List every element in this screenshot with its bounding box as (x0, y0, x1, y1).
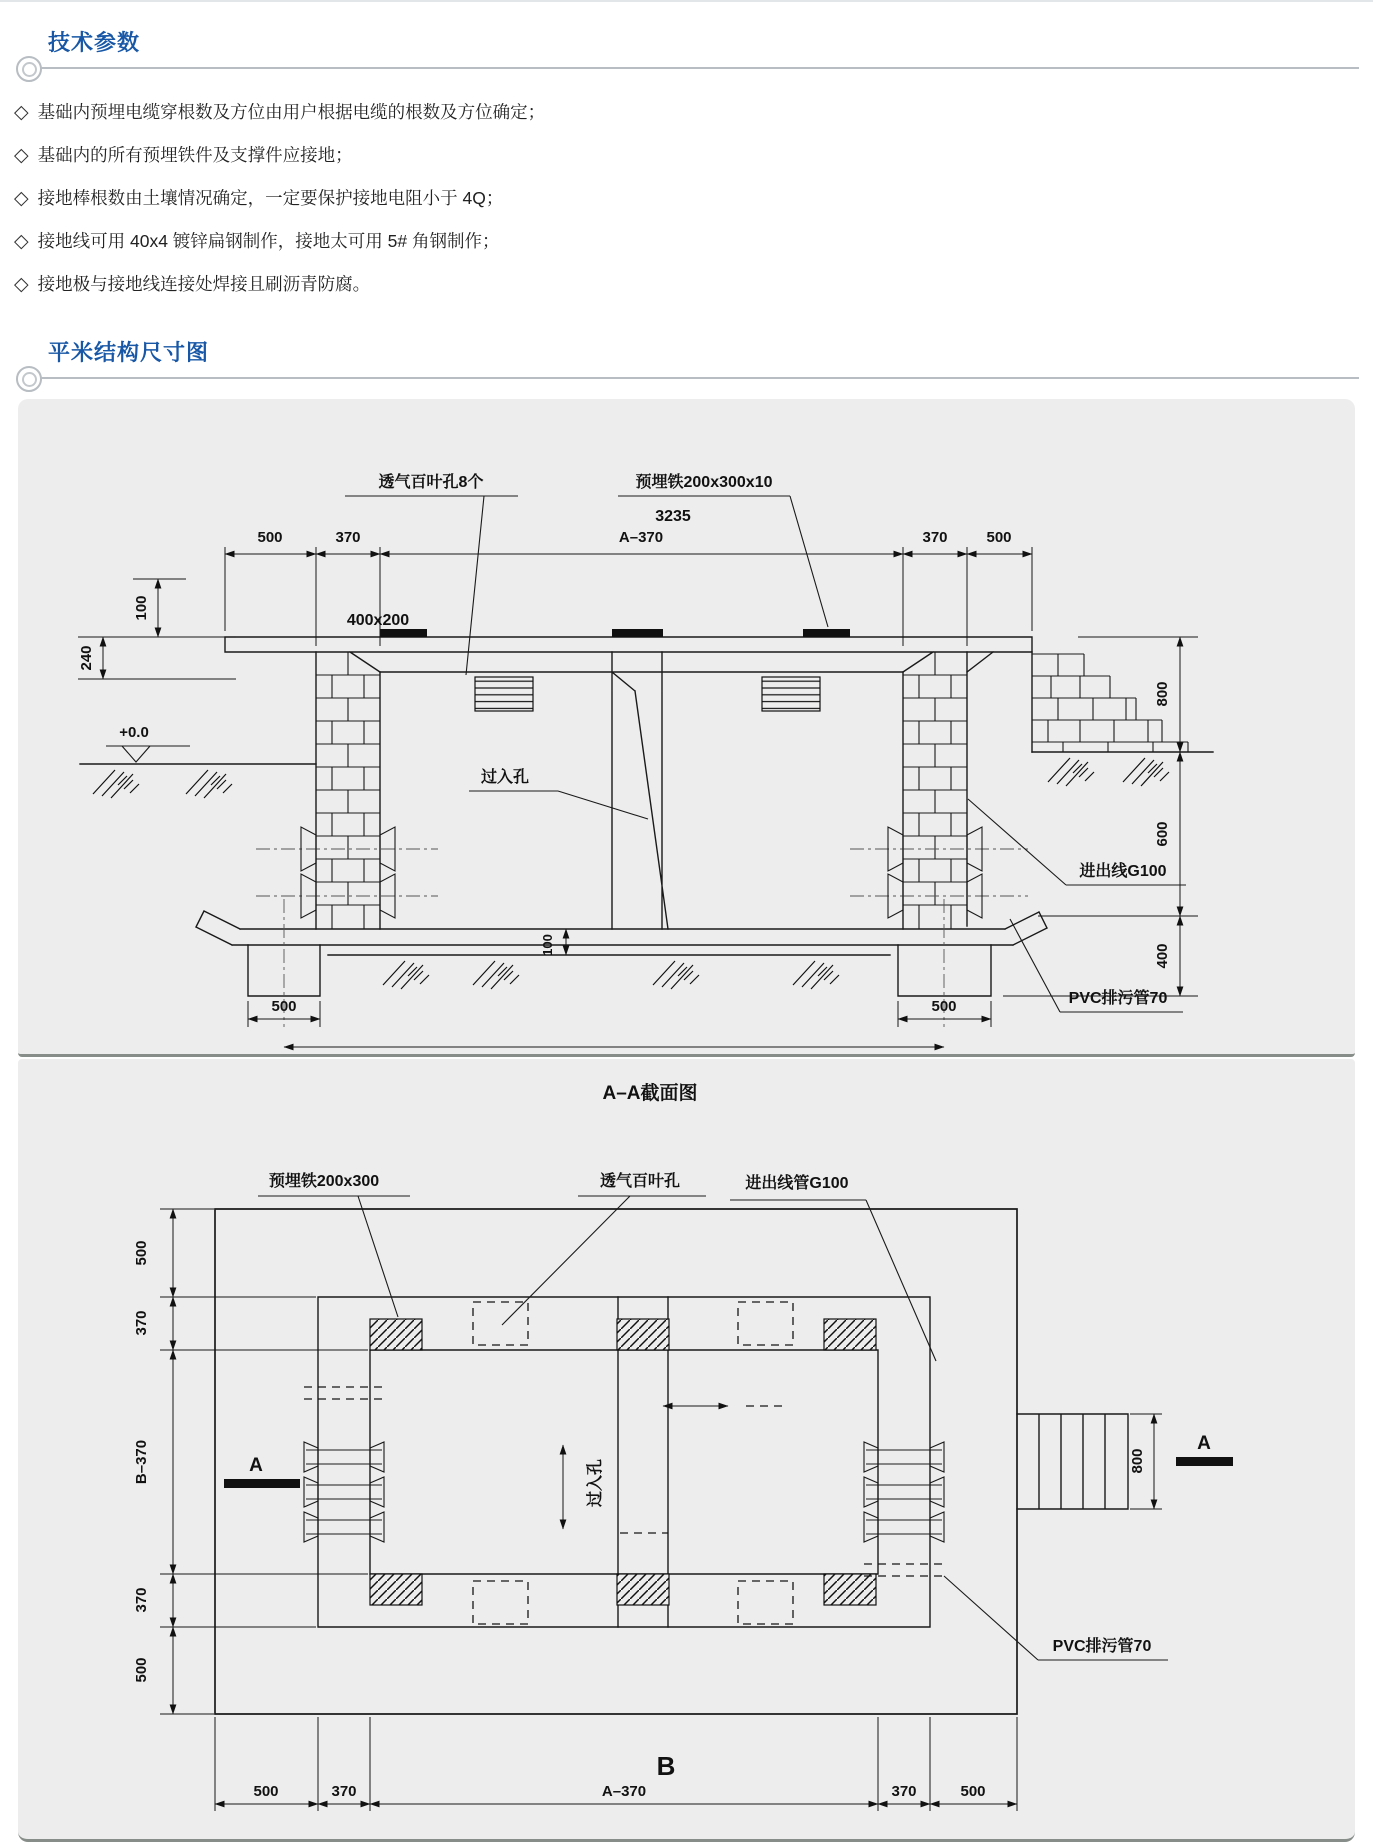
ring-icon (16, 56, 42, 82)
plan-view-card (18, 1059, 1355, 1842)
dim-label: 500 (931, 998, 957, 1015)
dim-label: 370 (133, 1587, 150, 1613)
manhole-label: 过入孔 (480, 769, 530, 786)
dim-label: 600 (1154, 821, 1171, 847)
plan-pvc-label: PVC排污管70 (1052, 1638, 1152, 1655)
diamond-bullet-icon: ◇ (14, 102, 29, 123)
diamond-bullet-icon: ◇ (14, 145, 29, 166)
embed-plate (612, 629, 663, 637)
page-top-divider (0, 0, 1373, 2)
axis-b-label: B (656, 1751, 676, 1781)
dim-label: 500 (257, 529, 283, 546)
dim-lines-left (78, 579, 236, 679)
tech-item-text: 基础内的所有预埋铁件及支撑件应接地； (37, 145, 353, 165)
plan-view-drawing (18, 1059, 1355, 1839)
dim-label: 370 (922, 529, 948, 546)
dim-label: 800 (1129, 1448, 1146, 1474)
structure-lines (80, 637, 1213, 996)
plan-louver-label: 透气百叶孔 (599, 1173, 681, 1190)
tech-item (14, 134, 1359, 177)
plate-label: 400x200 (346, 612, 410, 629)
plan-manhole-label: 过入孔 (587, 1458, 604, 1508)
dim-label: 500 (253, 1783, 279, 1800)
dim-lines-bottom (248, 929, 991, 1047)
dim-label: A–370 (601, 1783, 647, 1800)
dim-label: 100 (540, 934, 555, 956)
section-rule (30, 377, 1359, 379)
tech-section-title: 技术参数 (48, 30, 141, 55)
brick-courses (316, 652, 1188, 929)
plan-cable-spools (304, 1442, 944, 1542)
plan-conduit-label: 进出线管G100 (745, 1175, 849, 1192)
plan-embed-plates (370, 1319, 876, 1605)
drawing-section-title: 平米结构尺寸图 (48, 340, 210, 365)
dim-label: 240 (78, 645, 95, 671)
drawing-panels (18, 399, 1355, 1842)
dim-label: 500 (133, 1657, 150, 1683)
cable-duct-bells (301, 827, 982, 918)
section-marker-label: A (249, 1455, 263, 1476)
tech-item-text: 接地极与接地线连接处焊接且刷沥青防腐。 (37, 274, 371, 294)
louver-vent (475, 677, 533, 711)
tech-item-text: 基础内预埋电缆穿根数及方位由用户根据电缆的根数及方位确定； (37, 102, 546, 122)
level-mark (106, 746, 190, 762)
centerlines (256, 849, 1028, 1027)
dim-lines-left (160, 1209, 368, 1714)
section-marker-label: A (1197, 1433, 1211, 1454)
plan-embed-label: 预埋铁200x300 (268, 1173, 380, 1190)
section-header-tech (0, 26, 1373, 69)
dim-label: 400 (1154, 943, 1171, 969)
dim-label: 370 (335, 529, 361, 546)
dim-label: 500 (986, 529, 1012, 546)
dim-label: 500 (133, 1240, 150, 1266)
figure1-title: A–A截面图 (602, 1083, 698, 1104)
dim-label: A–370 (618, 529, 664, 546)
dim-label: B–370 (133, 1439, 150, 1485)
plan-structure (215, 1209, 1128, 1714)
ring-inner-icon (22, 62, 37, 77)
dim-label: 370 (891, 1783, 917, 1800)
ring-inner-icon (22, 372, 37, 387)
section-marker-bar (224, 1479, 300, 1488)
tech-item-text: 接地棒根数由土壤情况确定，一定要保护接地电阻小于 4Q； (37, 188, 504, 208)
section-marker-bar (1176, 1457, 1233, 1466)
diamond-bullet-icon: ◇ (14, 188, 29, 209)
diamond-bullet-icon: ◇ (14, 274, 29, 295)
diamond-bullet-icon: ◇ (14, 231, 29, 252)
tech-item (14, 91, 1359, 134)
tech-item (14, 263, 1359, 306)
cross-section-drawing (18, 399, 1355, 1054)
section-header-drawing (0, 336, 1373, 379)
level-label: +0.0 (119, 724, 149, 741)
dim-label: 370 (331, 1783, 357, 1800)
dim-label: 500 (271, 998, 297, 1015)
tech-item-text: 接地线可用 40x4 镀锌扁钢制作，接地太可用 5# 角钢制作； (37, 231, 500, 251)
ring-icon (16, 366, 42, 392)
dim-label: 370 (133, 1310, 150, 1336)
dim-label: 100 (133, 595, 150, 621)
cross-section-card (18, 399, 1355, 1057)
pvc-label: PVC排污管70 (1068, 990, 1168, 1007)
cable-label: 进出线G100 (1079, 863, 1167, 880)
embed-plate (380, 629, 427, 637)
dim-label: 500 (960, 1783, 986, 1800)
tech-parameter-list (14, 91, 1359, 306)
louver-vent (762, 677, 820, 711)
tech-item (14, 220, 1359, 263)
embed-number: 3235 (655, 508, 691, 525)
embed-plate (803, 629, 850, 637)
dim-label: 800 (1154, 681, 1171, 707)
section-rule (30, 67, 1359, 69)
embed-label: 预埋铁200x300x10 (635, 474, 773, 491)
leader-lines (345, 496, 1186, 1012)
louver-label: 透气百叶孔8个 (378, 474, 484, 491)
tech-item (14, 177, 1359, 220)
